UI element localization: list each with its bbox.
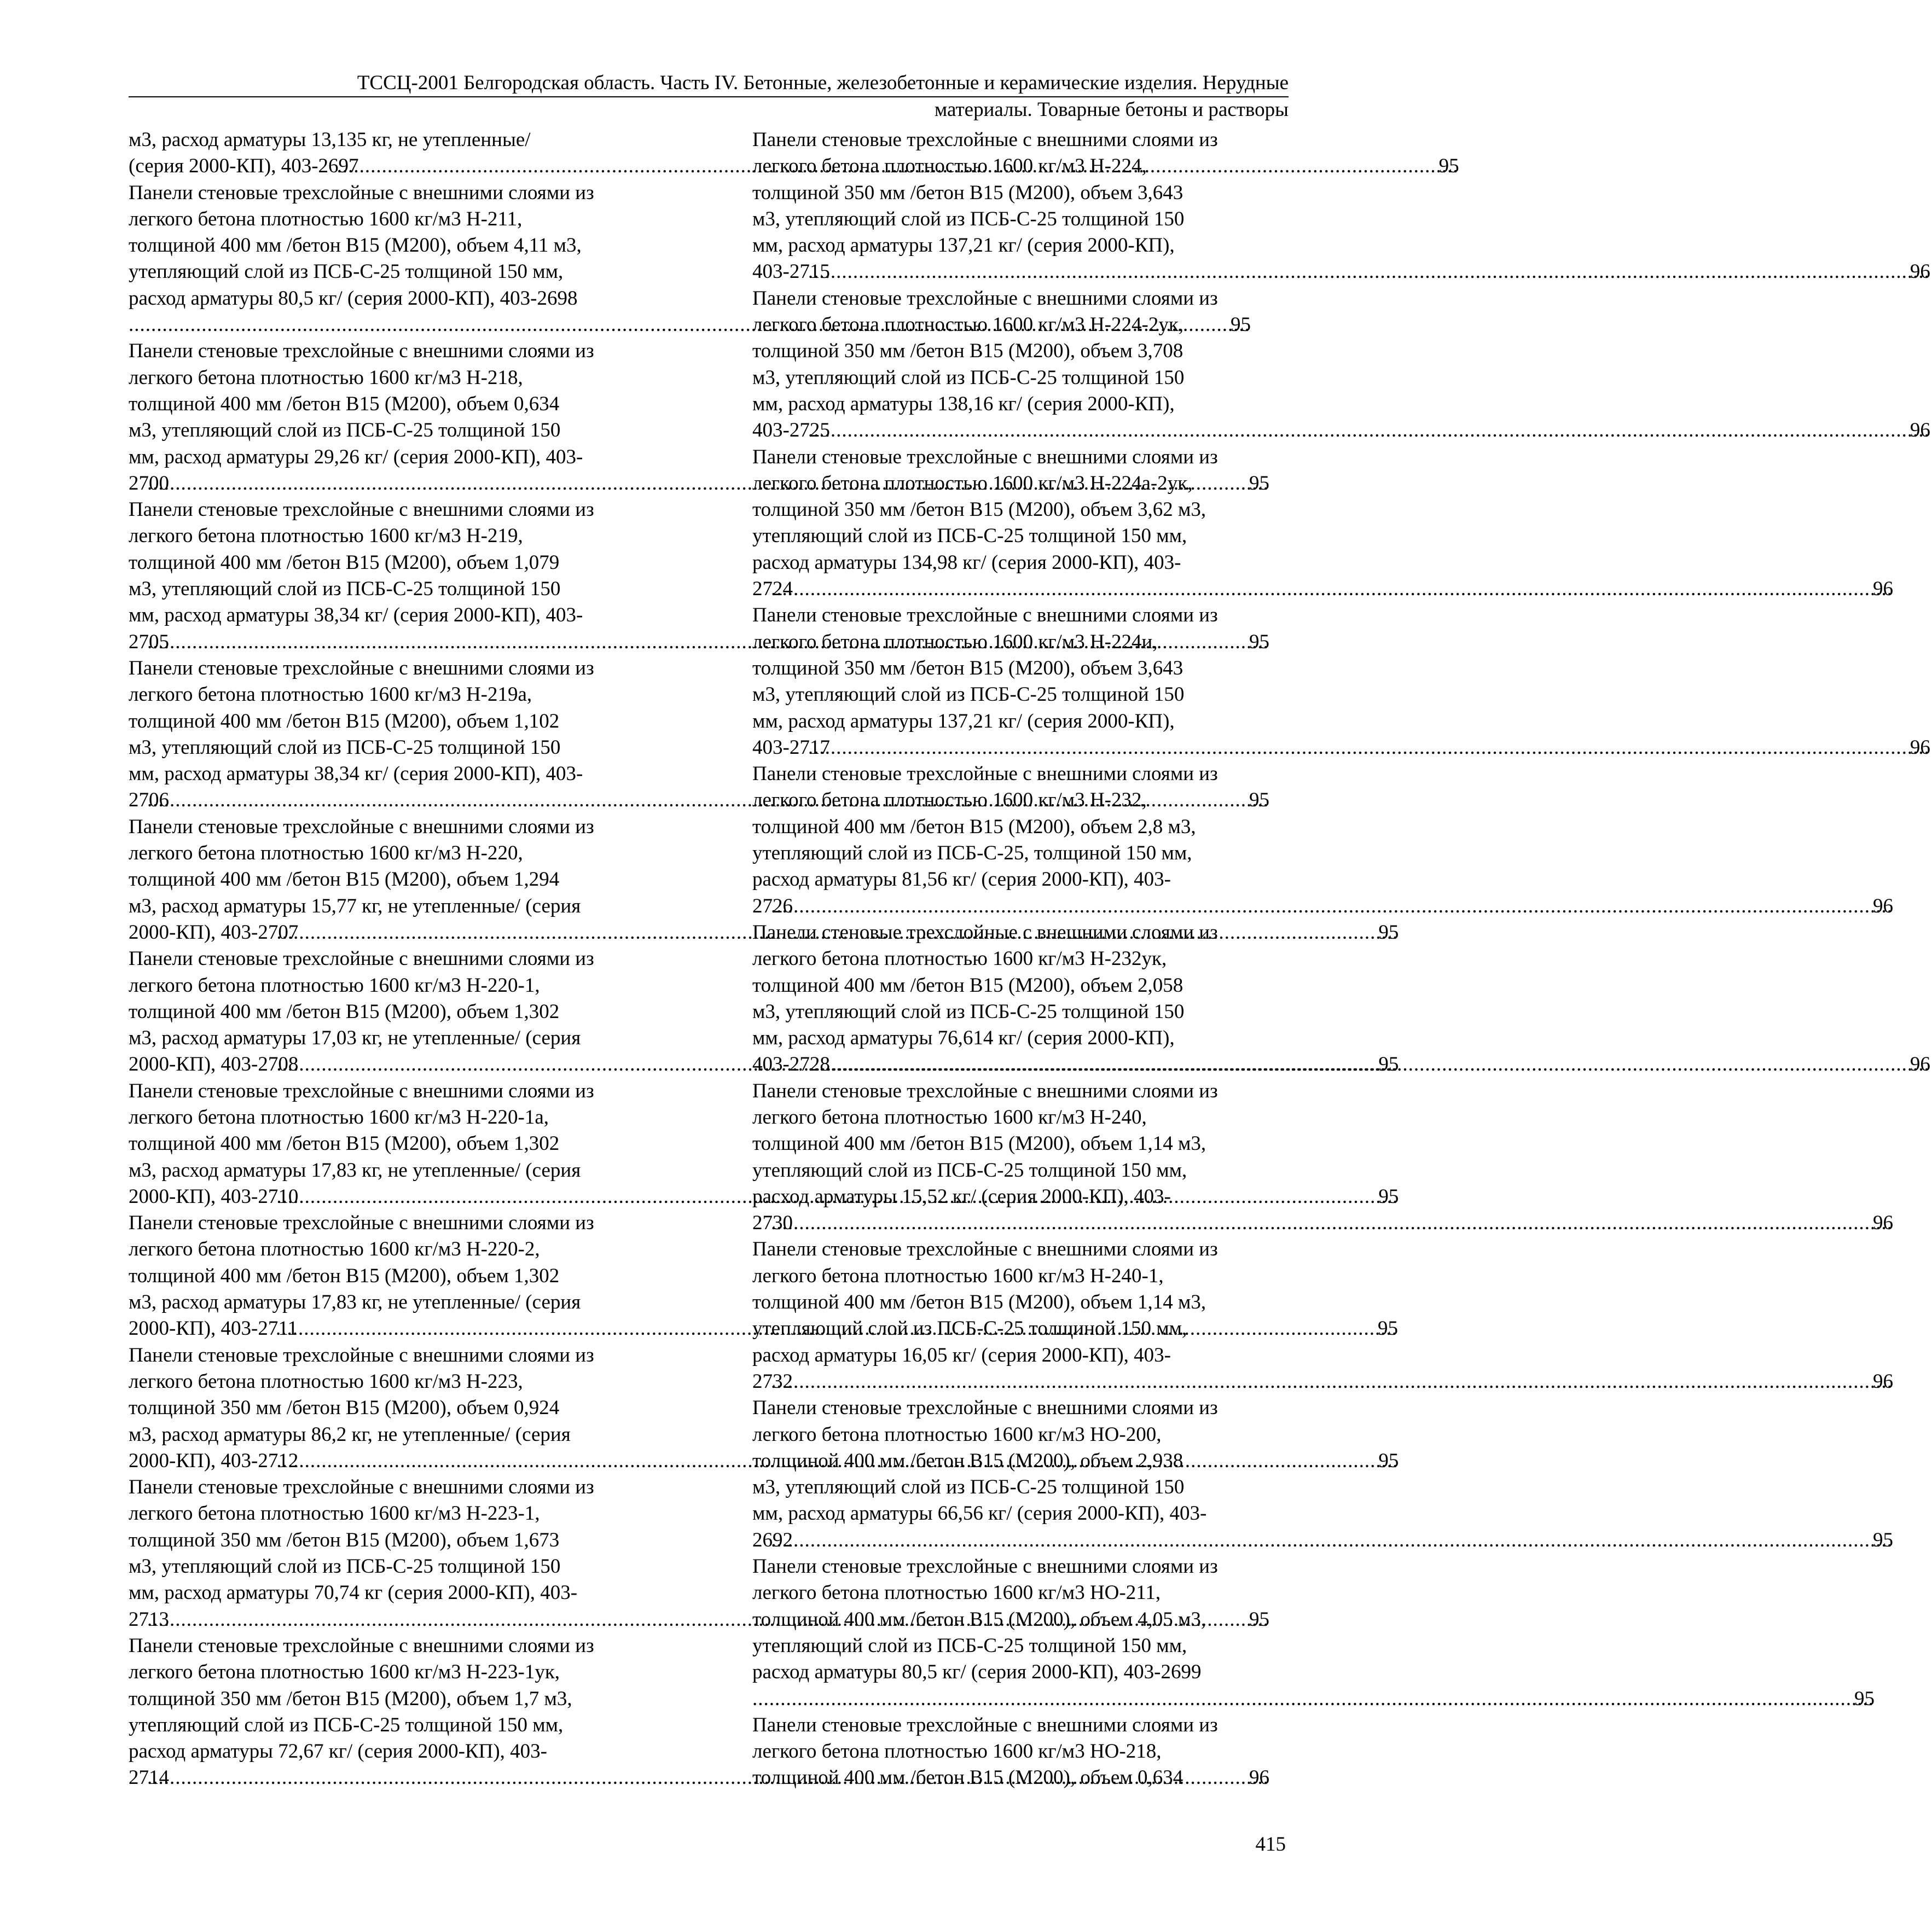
index-entry-line: мм, расход арматуры 38,34 кг/ (серия 2000-КП), 403- [129,763,583,786]
index-entry-line: Панели стеновые трехслойные с внешними слоями из [129,340,594,363]
running-header [129,71,1289,123]
index-entry-line: Панели стеновые трехслойные с внешними слоями из [752,129,1218,151]
index-entry-line: м3, утепляющий слой из ПСБ-С-25 толщиной 150 [752,366,1185,389]
index-entry-line: легкого бетона плотностью 1600 кг/м3 Н-220-2, [129,1238,540,1261]
index-entry-line: толщиной 400 мм /бетон В15 (М200), объем 1,302 [129,1000,560,1023]
index-entry-last-line [752,1527,1893,1554]
index-entry [752,1554,1875,1712]
index-entry-line: Панели стеновые трехслойные с внешними слоями из [129,815,594,838]
index-entry-line: легкого бетона плотностью 1600 кг/м3 Н-224, [752,155,1147,178]
index-entry-line: легкого бетона плотностью 1600 кг/м3 Н-224-2ук, [752,313,1184,336]
index-entry-line: утепляющий слой из ПСБ-С-25 толщиной 150 мм, [752,525,1187,548]
index-entry-page: 95 [1249,472,1269,495]
dot-leader [793,1369,1893,1395]
index-entry-page: 95 [1249,789,1269,812]
dot-leader [830,735,1930,761]
index-entry-page: 95 [1249,630,1269,653]
dot-leader [793,893,1893,920]
index-entry-page: 96 [1873,1370,1893,1393]
index-entry-page: 96 [1910,736,1930,759]
index-entry-page: 95 [1249,1608,1269,1631]
index-entry-line: расход арматуры 16,05 кг/ (серия 2000-КП), 403- [752,1344,1171,1366]
index-entry-line: легкого бетона плотностью 1600 кг/м3 Н-223-1, [129,1502,540,1525]
index-entry-line: расход арматуры 15,52 кг/ (серия 2000-КП), 403- [752,1185,1171,1208]
index-entry-page: 95 [1854,1687,1875,1710]
index-entry-line: легкого бетона плотностью 1600 кг/м3 Н-240, [752,1106,1147,1129]
index-entry-line: легкого бетона плотностью 1600 кг/м3 Н-211, [129,207,523,230]
index-entry-line: Панели стеновые трехслойные с внешними слоями из [752,1397,1218,1420]
index-entry-line: мм, расход арматуры 137,21 кг/ (серия 2000-КП), [752,234,1175,257]
index-entry-last-line [752,1369,1893,1395]
index-entry-last-line [752,259,1930,285]
dot-leader [793,576,1893,602]
index-entry-line: Панели стеновые трехслойные с внешними слоями из [129,947,594,970]
index-entry-text: 2730 [752,1212,793,1235]
index-entry-text: 403-2725 [752,419,830,442]
index-entry-line: м3, утепляющий слой из ПСБ-С-25 толщиной 150 [129,1555,561,1578]
index-column-right [752,127,1930,1792]
index-entry [752,1712,1289,1792]
index-entry-line: м3, утепляющий слой из ПСБ-С-25 толщиной 150 [129,578,561,601]
index-entry [752,286,1930,444]
index-entry-line: легкого бетона плотностью 1600 кг/м3 НО-211, [752,1581,1161,1604]
index-entry-text: 2000-КП), 403-2711 [129,1317,298,1340]
index-entry-line: толщиной 400 мм /бетон В15 (М200), объем 1,14 м3, [752,1291,1206,1314]
index-entry-line: Панели стеновые трехслойные с внешними слоями из [129,181,594,204]
index-entry-line: легкого бетона плотностью 1600 кг/м3 Н-219, [129,525,523,548]
index-entry-line: Панели стеновые трехслойные с внешними слоями из [129,1212,594,1235]
index-entry-line: легкого бетона плотностью 1600 кг/м3 Н-220-1а, [129,1106,549,1129]
index-entry-last-line [752,1210,1893,1236]
index-entry-line: толщиной 400 мм /бетон В15 (М200), объем 2,058 [752,974,1183,997]
index-entry-text: 2724 [752,578,793,601]
index-entry-line: толщиной 350 мм /бетон В15 (М200), объем 3,62 м3, [752,498,1206,521]
index-entry-line: толщиной 400 мм /бетон В15 (М200), объем 2,938 [752,1449,1183,1472]
index-entry-last-line [752,735,1930,761]
page-number: 415 [1255,1833,1286,1856]
index-entry-line: легкого бетона плотностью 1600 кг/м3 Н-223, [129,1370,523,1393]
index-entry-line: Панели стеновые трехслойные с внешними слоями из [129,498,594,521]
index-entry-page: 95 [1231,313,1251,336]
index-entry-line: мм, расход арматуры 76,614 кг/ (серия 2000-КП), [752,1027,1175,1050]
index-entry-line: утепляющий слой из ПСБ-С-25 толщиной 150 мм, [752,1634,1187,1657]
index-entry-text: 403-2715 [752,260,830,283]
index-entry-line: Панели стеновые трехслойные с внешними слоями из [752,1238,1218,1261]
index-entry-line: мм, расход арматуры 38,34 кг/ (серия 2000-КП), 403- [129,604,583,627]
dot-leader [830,417,1930,444]
index-entry-text: 2000-КП), 403-2708 [129,1053,299,1076]
index-entry-line: толщиной 400 мм /бетон В15 (М200), объем 1,102 [129,710,560,732]
index-entry [752,761,1893,920]
dot-leader [793,1210,1893,1236]
index-entry-line: Панели стеновые трехслойные с внешними слоями из [129,656,594,679]
index-entry-page: 96 [1873,894,1893,917]
index-entry-line: толщиной 400 мм /бетон В15 (М200), объем 1,302 [129,1264,560,1287]
index-entry-line: расход арматуры 81,56 кг/ (серия 2000-КП), 403- [752,868,1171,891]
index-entry-page: 96 [1873,1212,1893,1235]
index-entry-line: толщиной 350 мм /бетон В15 (М200), объем 3,643 [752,181,1183,204]
index-entry-line: утепляющий слой из ПСБ-С-25 толщиной 150 мм, [129,260,564,283]
index-entry-line: расход арматуры 134,98 кг/ (серия 2000-КП), 403- [752,551,1181,574]
index-entry-page: 96 [1910,260,1930,283]
index-entry-line: мм, расход арматуры 137,21 кг/ (серия 2000-КП), [752,710,1175,732]
index-entry-line: Панели стеновые трехслойные с внешними слоями из [752,287,1218,310]
index-entry-line: м3, расход арматуры 13,135 кг, не утепленные/ [129,129,531,151]
index-entry-line: толщиной 400 мм /бетон В15 (М200), объем 1,302 [129,1132,560,1155]
index-entry-line: м3, расход арматуры 17,83 кг, не утепленные/ (серия [129,1159,581,1182]
index-entry-page: 95 [1378,1185,1399,1208]
index-entry-page: 95 [1378,1317,1398,1340]
index-entry-line: легкого бетона плотностью 1600 кг/м3 НО-218, [752,1740,1162,1763]
index-entry-line: утепляющий слой из ПСБ-С-25 толщиной 150 мм, [752,1317,1187,1340]
index-entry-line: легкого бетона плотностью 1600 кг/м3 НО-200, [752,1423,1162,1446]
index-entry-text: 2700 [129,472,169,495]
index-entry-text: 2705 [129,630,169,653]
index-entry-line: толщиной 350 мм /бетон В15 (М200), объем 3,643 [752,656,1183,679]
index-entry-line: утепляющий слой из ПСБ-С-25 толщиной 150 мм, [129,1713,564,1736]
index-entry-line: м3, утепляющий слой из ПСБ-С-25 толщиной 150 [129,419,561,442]
index-entry-last-line [752,417,1930,444]
index-entry-line: м3, утепляющий слой из ПСБ-С-25 толщиной 150 [129,736,561,759]
index-entry-line: толщиной 350 мм /бетон В15 (М200), объем 1,7 м3, [129,1687,572,1710]
header-title-line1: ТССЦ-2001 Белгородская область. Часть IV. Бетонные, железобетонные и керамические изделия. Нерудные [357,72,1289,94]
index-entry-line: м3, утепляющий слой из ПСБ-С-25 толщиной 150 [752,683,1185,706]
index-entry-text: 2713 [129,1608,169,1631]
index-entry-line: м3, расход арматуры 86,2 кг, не утепленные/ (серия [129,1423,571,1446]
index-entry-text: 403-2717 [752,736,830,759]
index-entry-page: 95 [1378,921,1399,944]
index-entry-line: расход арматуры 72,67 кг/ (серия 2000-КП), 403- [129,1740,547,1763]
dot-leader [774,1686,1874,1712]
index-entry-line: легкого бетона плотностью 1600 кг/м3 Н-220-1, [129,974,540,997]
index-entry-text: 2000-КП), 403-2710 [129,1185,299,1208]
index-entry-line: Панели стеновые трехслойные с внешними слоями из [752,1555,1218,1578]
index-entry-line: толщиной 400 мм /бетон В15 (М200), объем 1,079 [129,551,560,574]
index-entry-line: Панели стеновые трехслойные с внешними слоями из [129,1079,594,1102]
index-entry-line: толщиной 350 мм /бетон В15 (М200), объем 0,924 [129,1397,560,1420]
header-title-line2: материалы. Товарные бетоны и растворы [934,98,1289,121]
index-entry-line: Панели стеновые трехслойные с внешними слоями из [129,1344,594,1366]
index-entry-text: 2706 [129,789,169,812]
index-entry-line: мм, расход арматуры 66,56 кг/ (серия 2000-КП), 403- [752,1502,1207,1525]
index-entry-line: утепляющий слой из ПСБ-С-25, толщиной 150 мм, [752,842,1192,865]
index-entry-text: 2000-КП), 403-2712 [129,1449,299,1472]
index-entry-page: 96 [1249,1766,1269,1789]
index-entry-page: 95 [1438,155,1459,178]
index-entry-page: 95 [1873,1528,1893,1551]
index-entry-line: толщиной 400 мм /бетон В15 (М200), объем 4,05 м3, [752,1608,1206,1631]
index-entry-page: 95 [1378,1449,1399,1472]
index-entry-line: Панели стеновые трехслойные с внешними слоями из [129,1634,594,1657]
index-entry-line: мм, расход арматуры 138,16 кг/ (серия 2000-КП), [752,392,1175,415]
index-entry-line: легкого бетона плотностью 1600 кг/м3 Н-223-1ук, [129,1661,560,1684]
index-entry-line: Панели стеновые трехслойные с внешними слоями из [752,763,1218,786]
index-entry-line: м3, утепляющий слой из ПСБ-С-25 толщиной 150 [752,1476,1185,1499]
index-entry-page: 96 [1910,419,1930,442]
index-entry-line: утепляющий слой из ПСБ-С-25 толщиной 150 мм, [752,1159,1187,1182]
dot-leader [830,259,1930,285]
index-entry [752,602,1930,761]
index-entry [752,1395,1893,1554]
index-entry-line: м3, утепляющий слой из ПСБ-С-25 толщиной 150 [752,207,1185,230]
index-entry-line: легкого бетона плотностью 1600 кг/м3 Н-240-1, [752,1264,1164,1287]
index-entry-line: легкого бетона плотностью 1600 кг/м3 Н-224а-2ук, [752,472,1193,495]
index-entry-line: расход арматуры 80,5 кг/ (серия 2000-КП), 403-2698 [129,287,578,310]
index-entry-last-line [752,576,1893,602]
index-entry-line: м3, расход арматуры 17,83 кг, не утепленные/ (серия [129,1291,581,1314]
index-entry-line: толщиной 400 мм /бетон В15 (М200), объем 0,634 [752,1766,1183,1789]
index-entry-line: толщиной 400 мм /бетон В15 (М200), объем 2,8 м3, [752,815,1196,838]
dot-leader [793,1527,1893,1554]
index-entry-text: (серия 2000-КП), 403-2697 [129,155,359,178]
index-entry-line: Панели стеновые трехслойные с внешними слоями из [752,1079,1218,1102]
index-entry-line: толщиной 400 мм /бетон В15 (М200), объем 0,634 [129,392,560,415]
index-entry-line: Панели стеновые трехслойные с внешними слоями из [752,921,1218,944]
index-entry [752,444,1893,603]
index-entry-line: легкого бетона плотностью 1600 кг/м3 Н-232, [752,789,1147,812]
index-entry-line: легкого бетона плотностью 1600 кг/м3 Н-232ук, [752,947,1167,970]
index-entry-line: толщиной 400 мм /бетон В15 (М200), объем 4,11 м3, [129,234,582,257]
index-entry-line: м3, утепляющий слой из ПСБ-С-25 толщиной 150 [752,1000,1185,1023]
index-entry-line: легкого бетона плотностью 1600 кг/м3 Н-218, [129,366,523,389]
index-entry-line: толщиной 350 мм /бетон В15 (М200), объем 1,673 [129,1528,560,1551]
dot-leader [830,1051,1930,1078]
index-entry-line: расход арматуры 80,5 кг/ (серия 2000-КП), 403-2699 [752,1661,1202,1684]
index-entry-text: 2726 [752,894,793,917]
index-entry-page: 95 [1378,1053,1399,1076]
index-entry-line: Панели стеновые трехслойные с внешними слоями из [752,604,1218,627]
index-entry-page: 96 [1910,1053,1930,1076]
index-entry-line: легкого бетона плотностью 1600 кг/м3 Н-224и, [752,630,1158,653]
index-entry-line: толщиной 400 мм /бетон В15 (М200), объем 1,294 [129,868,560,891]
index-entry-text: 2692 [752,1528,793,1551]
index-entry-text: 2732 [752,1370,793,1393]
index-entry-line: легкого бетона плотностью 1600 кг/м3 Н-220, [129,842,523,865]
index-entry-text: 2714 [129,1766,169,1789]
index-entry-line: легкого бетона плотностью 1600 кг/м3 Н-219а, [129,683,532,706]
index-entry-line: Панели стеновые трехслойные с внешними слоями из [752,445,1218,468]
index-entry-line: толщиной 350 мм /бетон В15 (М200), объем 3,708 [752,340,1183,363]
index-entry-line: толщиной 400 мм /бетон В15 (М200), объем 1,14 м3, [752,1132,1206,1155]
index-entry-line: м3, расход арматуры 15,77 кг, не утепленные/ (серия [129,894,581,917]
index-entry-text: 403-2728 [752,1053,830,1076]
index-entry-line: м3, расход арматуры 17,03 кг, не утепленные/ (серия [129,1027,581,1050]
index-entry-line: мм, расход арматуры 29,26 кг/ (серия 2000-КП), 403- [129,445,583,468]
index-entry-line: Панели стеновые трехслойные с внешними слоями из [752,1713,1218,1736]
index-entry-last-line [774,1686,1875,1712]
index-entry-text: 2000-КП), 403-2707 [129,921,299,944]
index-entry-line: мм, расход арматуры 70,74 кг (серия 2000-КП), 403- [129,1581,578,1604]
index-entry-page: 96 [1873,578,1893,601]
index-entry-last-line [752,893,1893,920]
index-entry-line: Панели стеновые трехслойные с внешними слоями из [129,1476,594,1499]
